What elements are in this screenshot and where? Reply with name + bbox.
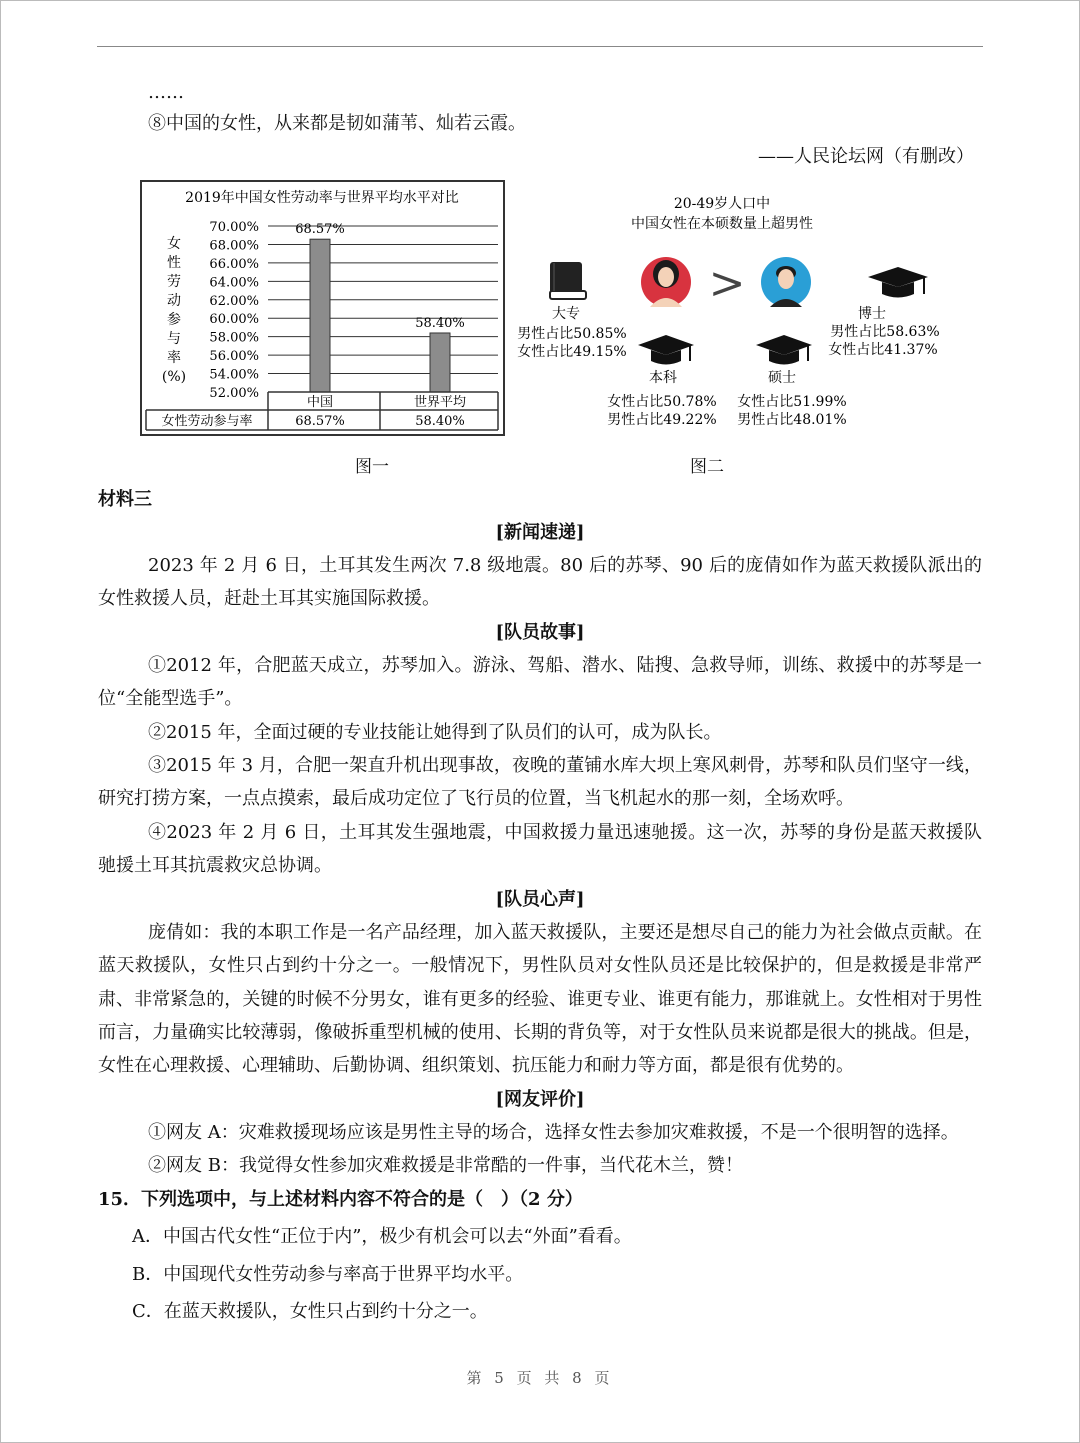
figure2-caption: 图二 xyxy=(690,457,724,477)
y-tick-label: 64.00% xyxy=(209,275,259,291)
table-value: 68.57% xyxy=(295,414,345,429)
graduation-cap-icon xyxy=(868,267,928,298)
boshi-stat-1: 男性占比58.63% xyxy=(830,324,940,340)
boshi-label: 博士 xyxy=(858,306,886,322)
chart-title: 2019年中国女性劳动率与世界平均水平对比 xyxy=(185,190,459,206)
source-attribution: ——人民论坛网（有删改） xyxy=(758,146,974,167)
y-tick-label: 62.00% xyxy=(209,293,259,309)
option-a: A．中国古代女性“正位于内”，极少有机会可以去“外面”看看。 xyxy=(132,1226,632,1247)
x-category-label: 世界平均 xyxy=(413,395,467,410)
option-b: B．中国现代女性劳动参与率高于世界平均水平。 xyxy=(132,1264,524,1285)
dazhuan-label: 大专 xyxy=(552,306,580,322)
question-stem: 15．下列选项中，与上述材料内容不符合的是（ ）（2 分） xyxy=(98,1189,583,1210)
dazhuan-stat-2: 女性占比49.15% xyxy=(517,344,627,360)
bar-0 xyxy=(310,239,330,392)
story-section-title: [队员故事] xyxy=(495,622,585,643)
y-tick-label: 70.00% xyxy=(209,220,259,235)
y-axis-label-char: 劳 xyxy=(167,274,181,290)
x-category-label: 中国 xyxy=(306,395,334,410)
figure2-title-line1: 20-49岁人口中 xyxy=(673,196,771,212)
ellipsis: …… xyxy=(148,82,184,103)
y-tick-label: 60.00% xyxy=(209,312,259,328)
figure2-infographic xyxy=(510,185,970,435)
comment-section-title: [网友评价] xyxy=(495,1089,585,1110)
y-axis-label-char: 率 xyxy=(167,350,181,366)
y-tick-label: 52.00% xyxy=(209,386,259,401)
male-avatar-icon xyxy=(761,257,811,307)
shuoshi-label: 硕士 xyxy=(768,370,796,386)
y-tick-label: 66.00% xyxy=(209,256,259,272)
bar-data-label: 58.40% xyxy=(415,315,465,331)
y-axis-label-char: 性 xyxy=(167,255,181,271)
shuoshi-stat-2: 男性占比48.01% xyxy=(737,412,847,428)
figure2-title-line2: 中国女性在本硕数量上超男性 xyxy=(631,216,813,232)
y-axis-label-char: 动 xyxy=(167,293,181,309)
y-axis-label-char: 参 xyxy=(167,312,181,328)
story-paragraph-2: ②2015 年，全面过硬的专业技能让她得到了队员们的认可，成为队长。 xyxy=(148,722,722,743)
y-tick-label: 54.00% xyxy=(209,367,259,383)
comment-1: ①网友 A：灾难救援现场应该是男性主导的场合，选择女性去参加灾难救援，不是一个很明智的选择。 xyxy=(148,1122,959,1143)
voice-section-title: [队员心声] xyxy=(495,889,585,910)
bar-1 xyxy=(430,333,450,392)
y-axis-label-char: (%) xyxy=(161,369,187,385)
boshi-stat-2: 女性占比41.37% xyxy=(828,342,938,358)
header-rule xyxy=(97,46,983,47)
book-icon xyxy=(550,262,586,299)
story-paragraph-3: ③2015 年 3 月，合肥一架直升机出现事故，夜晚的董铺水库大坝上寒风刺骨，苏琴和队员们坚守一线，研究打捞方案，一点点摸索，最后成功定位了飞行员的位置，当飞机起水的那一刻，全场欢呼。 xyxy=(98,755,982,810)
dazhuan-stat-1: 男性占比50.85% xyxy=(517,326,627,342)
figure1-bar-chart xyxy=(142,182,503,434)
voice-paragraph: 庞倩如：我的本职工作是一名产品经理，加入蓝天救援队，主要还是想尽自己的能力为社会做点贡献。在蓝天救援队，女性只占到约十分之一。一般情况下，男性队员对女性队员还是比较保护的，但是救援是非常严肃、非常紧急的，关键的时候不分男女，谁有更多的经验、谁更专业、谁更有能力，那谁就上。女性相对于男性而言，力量确实比较薄弱，像破拆重型机械的使用、长期的背负等，对于女性队员来说都是很大的挑战。但是，女性在心理救援、心理辅助、后勤协调、组织策划、抗压能力和耐力等方面，都是很有优势的。 xyxy=(98,922,982,1077)
y-tick-label: 56.00% xyxy=(209,349,259,365)
material3-heading: 材料三 xyxy=(98,489,152,510)
greater-than-symbol: > xyxy=(708,258,746,309)
y-tick-label: 58.00% xyxy=(209,330,259,346)
female-avatar-icon xyxy=(641,257,691,307)
story-paragraph-1: ①2012 年，合肥蓝天成立，苏琴加入。游泳、驾船、潜水、陆搜、急救导师，训练、救援中的苏琴是一位“全能型选手”。 xyxy=(98,655,982,710)
shuoshi-stat-1: 女性占比51.99% xyxy=(737,394,847,410)
table-value: 58.40% xyxy=(415,414,465,429)
y-tick-label: 68.00% xyxy=(209,238,259,254)
graduation-cap-icon xyxy=(638,335,694,365)
figure1-chart-frame xyxy=(140,180,505,436)
y-axis-label-char: 女 xyxy=(167,236,181,252)
news-section-title: [新闻速递] xyxy=(495,522,585,543)
table-row-label: 女性劳动参与率 xyxy=(161,414,253,429)
option-c: C．在蓝天救援队，女性只占到约十分之一。 xyxy=(132,1301,488,1322)
graduation-cap-icon xyxy=(756,335,812,365)
comment-2: ②网友 B：我觉得女性参加灾难救援是非常酷的一件事，当代花木兰，赞！ xyxy=(148,1155,743,1176)
benke-stat-1: 女性占比50.78% xyxy=(607,394,717,410)
bar-data-label: 68.57% xyxy=(295,222,345,238)
news-paragraph: 2023 年 2 月 6 日，土耳其发生两次 7.8 级地震。80 后的苏琴、90 后的庞倩如作为蓝天救援队派出的女性救援人员，赶赴土耳其实施国际救援。 xyxy=(98,555,982,610)
figure1-caption: 图一 xyxy=(355,457,389,477)
benke-label: 本科 xyxy=(649,370,677,386)
benke-stat-2: 男性占比49.22% xyxy=(607,412,717,428)
page-number: 第 5 页 共 8 页 xyxy=(466,1369,614,1387)
story-paragraph-4: ④2023 年 2 月 6 日，土耳其发生强地震，中国救援力量迅速驰援。这一次，苏琴的身份是蓝天救援队驰援土耳其抗震救灾总协调。 xyxy=(98,822,982,877)
material2-point8: ⑧中国的女性，从来都是韧如蒲苇、灿若云霞。 xyxy=(148,113,526,134)
y-axis-label-char: 与 xyxy=(167,331,181,347)
